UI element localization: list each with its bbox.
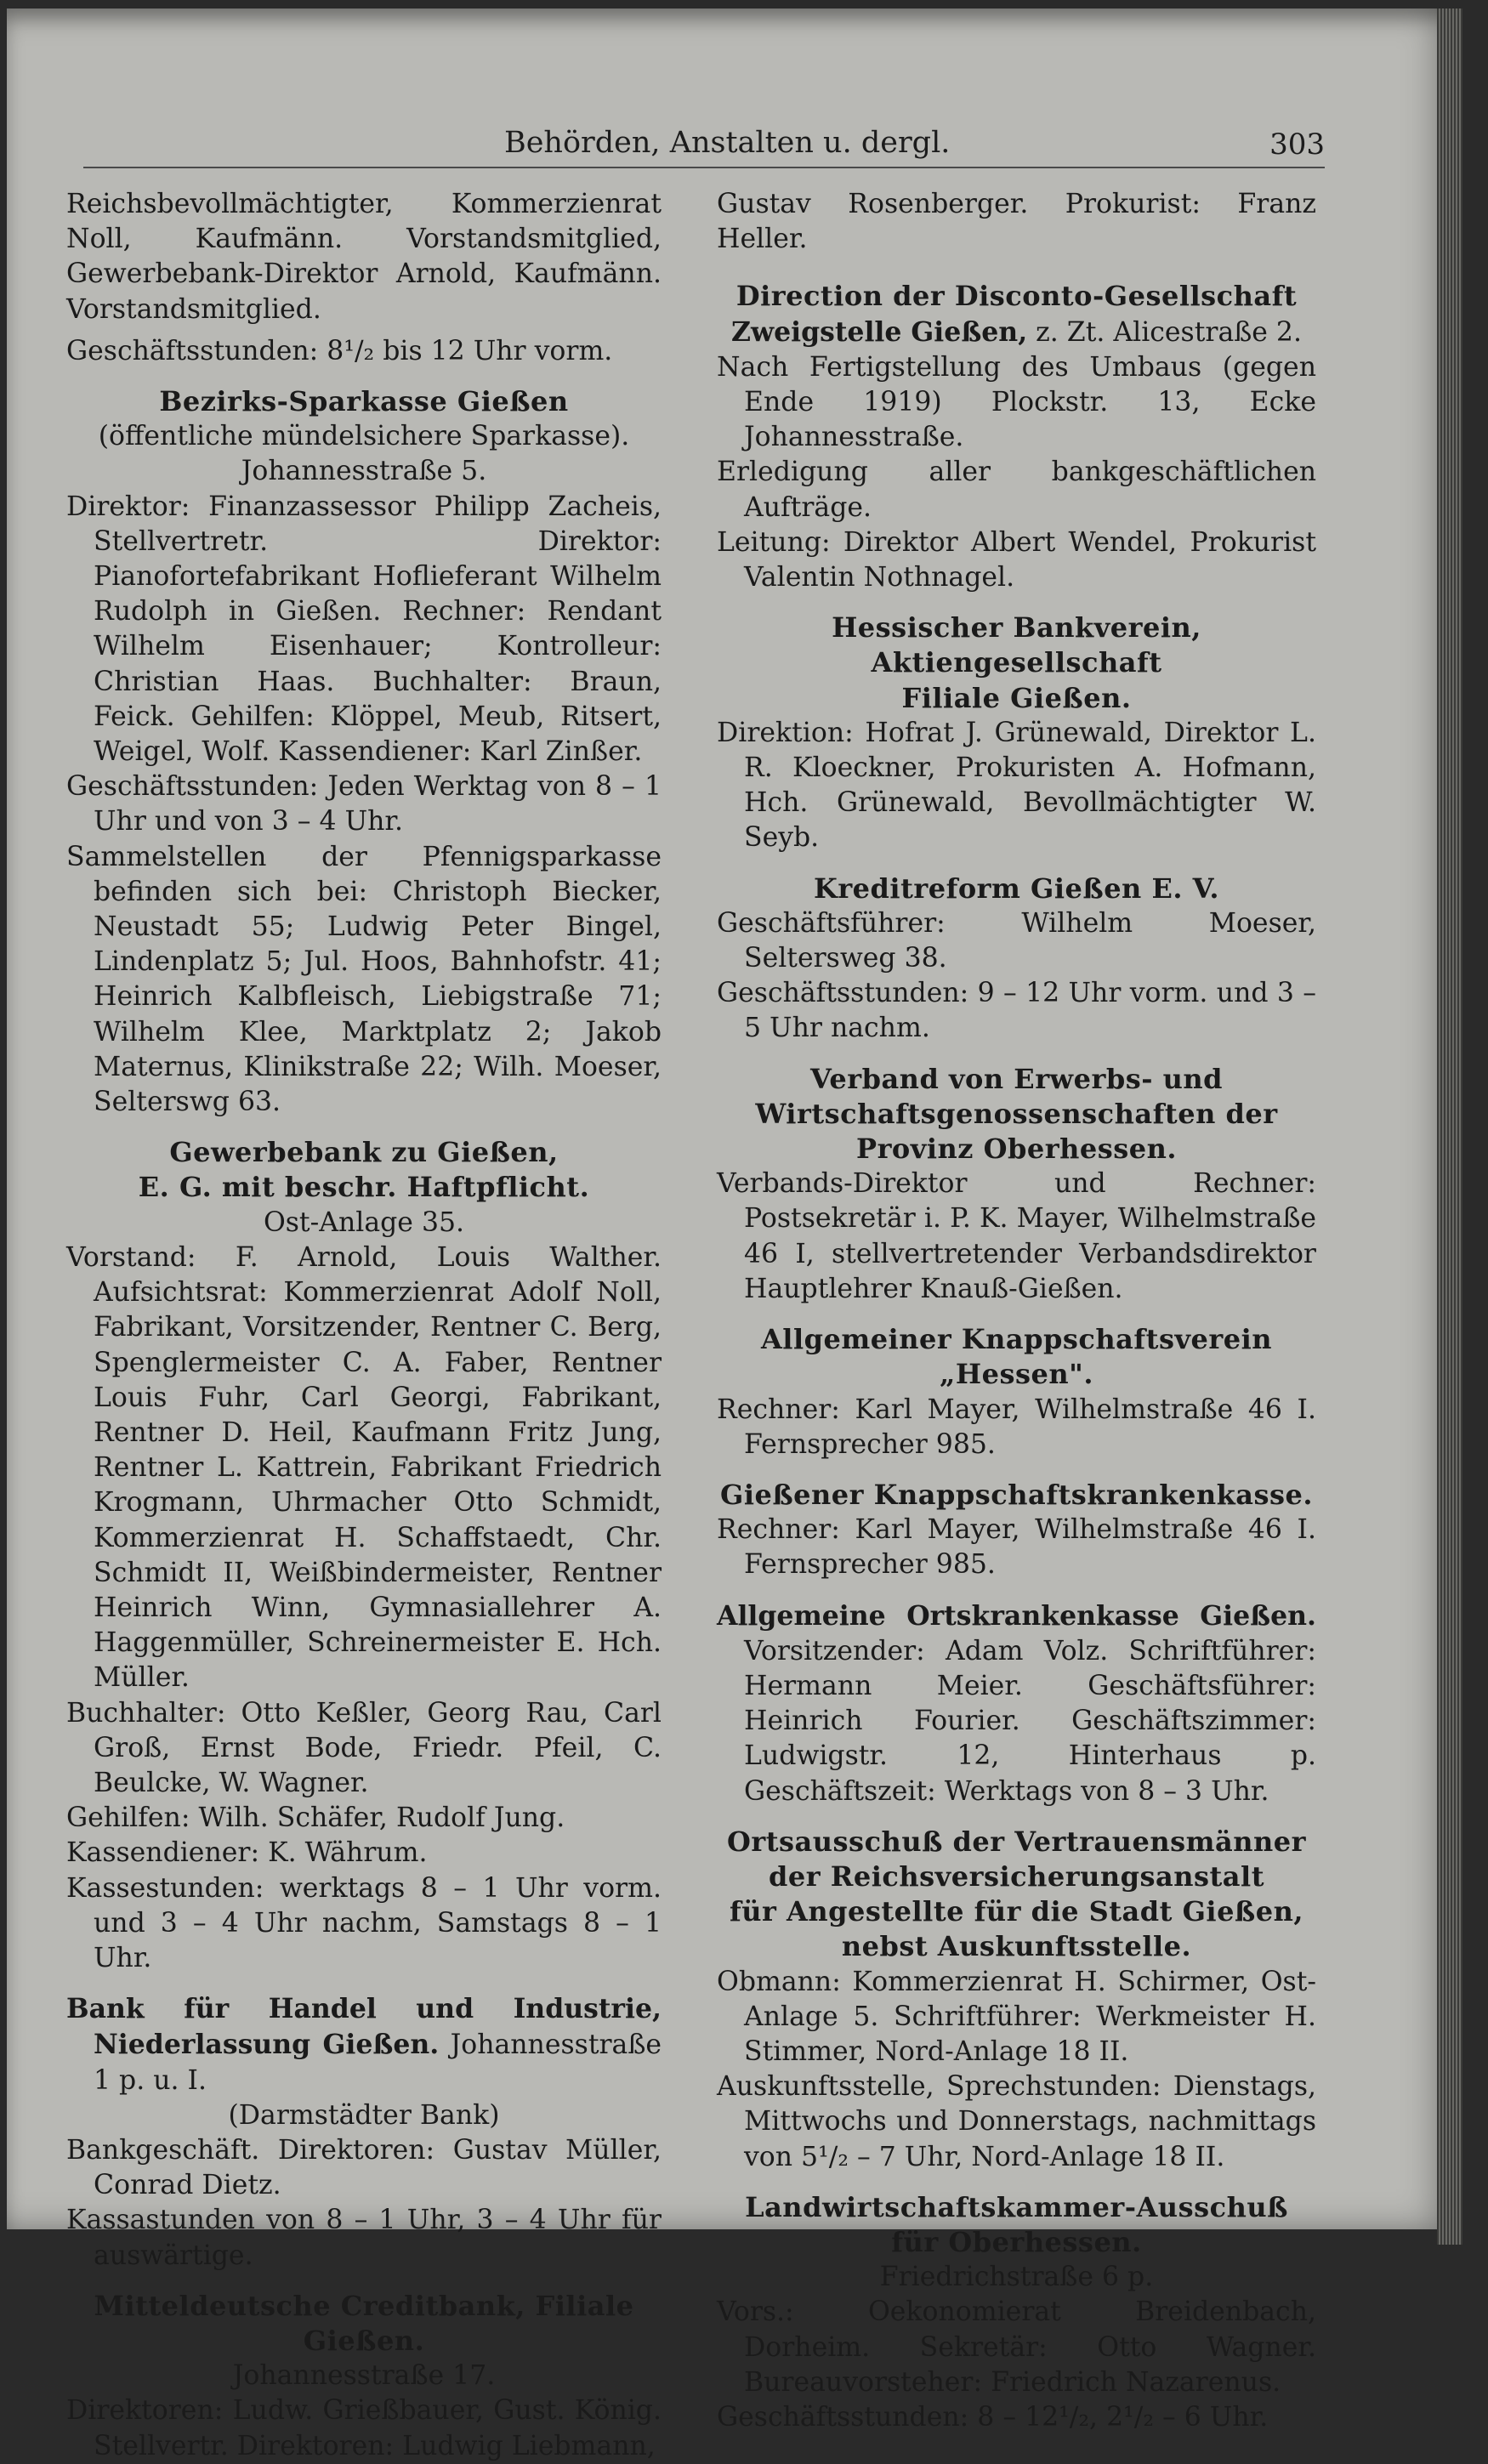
page-number: 303 xyxy=(1269,128,1325,162)
entry-title: Hessischer Bankverein, Aktiengesellschaft xyxy=(832,611,1201,679)
entry-text: Rechner: Karl Mayer, Wilhelmstraße 46 I. Fernsprecher 985. xyxy=(717,1394,1316,1460)
entry-title: Direction der Disconto-Gesellschaft xyxy=(735,280,1298,313)
entry-text: Kassastunden von 8 – 1 Uhr, 3 – 4 Uhr für auswärtige. xyxy=(66,2205,662,2271)
entry-text: Kassendiener: K. Währum. xyxy=(66,1837,428,1869)
entry-address: Friedrichstraße 6 p. xyxy=(879,2262,1154,2293)
left-column xyxy=(66,187,662,2464)
entry-address: Johannesstraße 1 p. u. I. xyxy=(94,2030,662,2096)
entry-title: Bezirks-Sparkasse Gießen xyxy=(159,385,569,418)
entry-text: Auskunftsstelle, Sprechstunden: Dienstags, Mittwochs und Donnerstags, nachmittags von 5¹/₂ – 7 Uhr, Nord-Anlage 18 II. xyxy=(717,2071,1316,2172)
entry-address: Ost-Anlage 35. xyxy=(263,1206,465,1238)
entry-text: Geschäftsführer: Wilhelm Moeser, Seltersweg 38. xyxy=(717,907,1316,974)
entry-text: Direktor: Finanzassessor Philipp Zacheis, Stellvertretr. Direktor: Pianofortefabrikant Hoflieferant Wilhelm Rudolph in Gießen. Rechner: Rendant Wilhelm Eisenhauer; Kontrolleur: Christian Haas. Buchhalter: Braun, Feick. Gehilfen: Klöppel, Meub, Ritsert, Weigel, Wolf. Kassendiener: Karl Zinßer. xyxy=(66,491,662,768)
entry-text: Geschäftsstunden: Jeden Werktag von 8 – 1 Uhr und von 3 – 4 Uhr. xyxy=(66,771,662,837)
entry-text: Direktoren: Ludw. Grießbauer, Gust. König. Stellvertr. Direktoren: Ludwig Liebmann, xyxy=(66,2395,662,2461)
entry-subtitle: (öffentliche mündelsichere Sparkasse). xyxy=(98,421,630,452)
entry-title: Verband von Erwerbs- und Wirtschaftsgenossenschaften der Provinz Oberhessen. xyxy=(755,1062,1278,1166)
book-edge xyxy=(1437,9,1462,2245)
entry-address: Johannesstraße 17. xyxy=(232,2360,496,2392)
entry-text: Geschäftsstunden: 9 – 12 Uhr vorm. und 3 – 5 Uhr nachm. xyxy=(717,978,1316,1044)
right-continuation: Gustav Rosenberger. Prokurist: Franz Heller. xyxy=(717,189,1316,255)
entry-text: Vors.: Oekonomierat Breidenbach, Dorheim. Sekretär: Otto Wagner. Bureauvorsteher: Friedrich Nazarenus. xyxy=(717,2297,1316,2398)
entry-text: Buchhalter: Otto Keßler, Georg Rau, Carl Groß, Ernst Bode, Friedr. Pfeil, C. Beulcke, W. Wagner. xyxy=(66,1697,662,1798)
entry-text: Bankgeschäft. Direktoren: Gustav Müller, Conrad Dietz. xyxy=(66,2134,662,2201)
entry-text: Gehilfen: Wilh. Schäfer, Rudolf Jung. xyxy=(66,1803,565,1834)
entry-text: Geschäftsstunden: 8 – 12¹/₂, 2¹/₂ – 6 Uhr. xyxy=(717,2401,1269,2433)
entry-text: Sammelstellen der Pfennigsparkasse befinden sich bei: Christoph Biecker, Neustadt 55; Ludwig Peter Bingel, Lindenplatz 5; Jul. Hoos, Bahnhofstr. 41; Heinrich Kalbfleisch, Liebigstraße 71; Wilhelm Klee, Marktplatz 2; Jakob Maternus, Klinikstraße 22; Wilh. Moeser, Selterswg 63. xyxy=(66,841,662,1118)
book-page xyxy=(7,9,1462,2461)
entry-title: Allgemeiner Knappschaftsverein „Hessen". xyxy=(760,1323,1273,1391)
left-hours: Geschäftsstunden: 8¹/₂ bis 12 Uhr vorm. xyxy=(66,335,613,366)
entry-heading-line xyxy=(717,1598,1316,1809)
entry-title: nebst Auskunftsstelle. xyxy=(841,1930,1192,1963)
entry-text: Rechner: Karl Mayer, Wilhelmstraße 46 I. Fernsprecher 985. xyxy=(717,1514,1316,1581)
entry-title: der Reichsversicherungsanstalt xyxy=(769,1859,1264,1893)
entry-title: für Angestellte für die Stadt Gießen, xyxy=(729,1895,1303,1928)
entry-text: Direktion: Hofrat J. Grünewald, Direktor L. R. Kloeckner, Prokuristen A. Hofmann, Hch. Grünewald, Bevollmächtigter W. Seyb. xyxy=(717,717,1316,854)
entry-title: Allgemeine Ortskrankenkasse Gießen. xyxy=(717,1599,1316,1632)
entry-title: Ortsausschuß der Vertrauensmänner xyxy=(727,1825,1306,1858)
entry-text: Verbands-Direktor und Rechner: Postsekretär i. P. K. Mayer, Wilhelmstraße 46 I, stellvertretender Verbandsdirektor Hauptlehrer Knauß-Gießen. xyxy=(717,1168,1316,1304)
entry-title: für Oberhessen. xyxy=(891,2225,1142,2258)
entry-title: Gießener Knappschaftskrankenkasse. xyxy=(719,1478,1314,1511)
left-continuation: Reichsbevollmächtigter, Kommerzienrat Noll, Kaufmänn. Vorstandsmitglied, Gewerbebank-Direktor Arnold, Kaufmänn. Vorstandsmitglied. xyxy=(66,189,662,325)
entry-title: Mitteldeutsche Creditbank, Filiale Gießen. xyxy=(94,2289,634,2357)
entry-heading-line xyxy=(66,1991,662,2098)
entry-text: Vorsitzender: Adam Volz. Schriftführer: Hermann Meier. Geschäftsführer: Heinrich Fourier. Geschäftszimmer: Ludwigstr. 12, Hinterhaus p. Geschäftszeit: Werktags von 8 – 3 Uhr. xyxy=(744,1635,1316,1807)
entry-text: Nach Fertigstellung des Umbaus (gegen Ende 1919) Plockstr. 13, Ecke Johannesstraße. xyxy=(717,351,1316,453)
header-rule xyxy=(83,167,1325,168)
entry-title: Zweigstelle Gießen, xyxy=(731,315,1028,348)
entry-address: z. Zt. Alicestraße 2. xyxy=(1027,316,1302,348)
entry-heading-line xyxy=(717,315,1316,350)
entry-title: Filiale Gießen. xyxy=(901,681,1132,714)
header-title: Behörden, Anstalten u. dergl. xyxy=(504,126,951,160)
entry-text: Vorstand: F. Arnold, Louis Walther. Aufsichtsrat: Kommerzienrat Adolf Noll, Fabrikant, Vorsitzender, Rentner C. Berg, Spenglermeister C. A. Faber, Rentner Louis Fuhr, Carl Georgi, Fabrikant, Rentner D. Heil, Kaufmann Fritz Jung, Rentner L. Kattrein, Fabrikant Friedrich Krogmann, Uhrmacher Otto Schmidt, Kommerzienrat H. Schaffstaedt, Chr. Schmidt II, Weißbindermeister, Rentner Heinrich Winn, Gymnasiallehrer A. Haggenmüller, Schreinermeister E. Hch. Müller. xyxy=(66,1241,662,1694)
entry-title: E. G. mit beschr. Haftpflicht. xyxy=(138,1171,590,1204)
entry-text: Leitung: Direktor Albert Wendel, Prokurist Valentin Nothnagel. xyxy=(717,526,1316,593)
entry-title: Landwirtschaftskammer-Ausschuß xyxy=(745,2190,1288,2223)
entry-subtitle: (Darmstädter Bank) xyxy=(228,2099,500,2131)
entry-text: Erledigung aller bankgeschäftlichen Aufträge. xyxy=(717,457,1316,523)
right-column xyxy=(717,187,1316,2435)
entry-title: Kreditreform Gießen E. V. xyxy=(814,871,1219,905)
entry-address: Johannesstraße 5. xyxy=(241,456,487,487)
entry-title: Bank für Handel und Industrie, Niederlassung Gießen. xyxy=(66,1993,662,2061)
entry-text: Obmann: Kommerzienrat H. Schirmer, Ost-Anlage 5. Schriftführer: Werkmeister H. Stimmer, Nord-Anlage 18 II. xyxy=(717,1966,1316,2067)
entry-text: Kassestunden: werktags 8 – 1 Uhr vorm. und 3 – 4 Uhr nachm, Samstags 8 – 1 Uhr. xyxy=(66,1872,662,1973)
entry-title: Gewerbebank zu Gießen, xyxy=(169,1136,559,1169)
